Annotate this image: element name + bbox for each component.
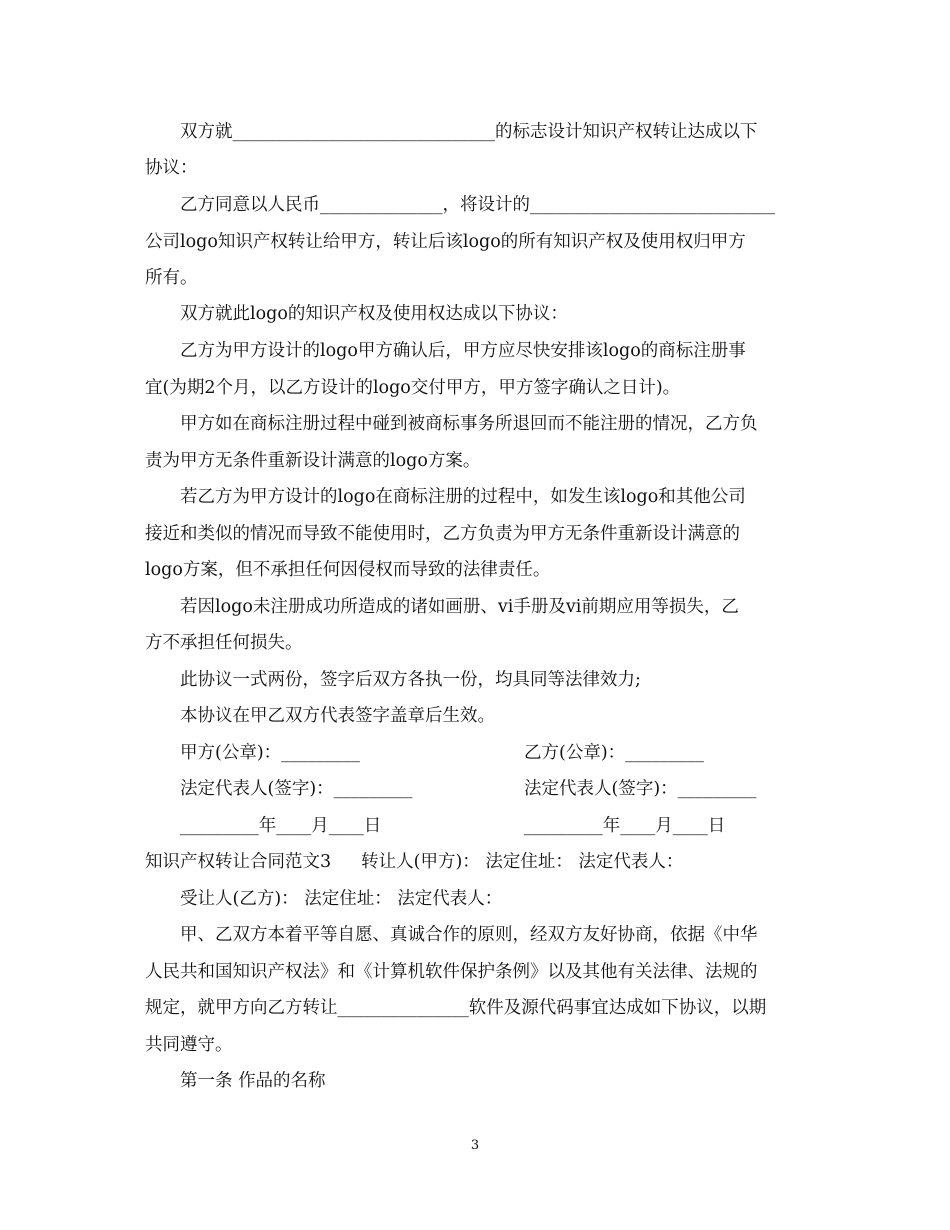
text-line: 公司logo知识产权转让给甲方，转让后该logo的所有知识产权及使用权归甲方: [145, 232, 746, 252]
text-line: 宜(为期2个月，以乙方设计的logo交付甲方，甲方签字确认之日计)。: [145, 378, 681, 398]
text-line: 甲、乙双方本着平等自愿、真诚合作的原则，经双方友好协商，依据《中华: [180, 925, 758, 945]
party-a-date: _________年____月____日: [180, 816, 382, 836]
text-line: 所有。: [145, 268, 198, 288]
party-a-representative: 法定代表人(签字)：_________: [180, 779, 413, 799]
text-line: logo方案，但不承担任何因侵权而导致的法律责任。: [145, 560, 551, 580]
page-number: 3: [470, 1138, 480, 1153]
text-line: 双方就______________________________的标志设计知识产权转让达成以下: [180, 122, 758, 142]
text-line: 甲方如在商标注册过程中碰到被商标事务所退回而不能注册的情况，乙方负: [180, 414, 758, 434]
text-line: 方不承担任何损失。: [145, 633, 303, 653]
party-a-seal: 甲方(公章)：_________: [180, 743, 360, 763]
text-line: 协议：: [145, 158, 198, 178]
text-line: 双方就此logo的知识产权及使用权达成以下协议：: [180, 304, 568, 324]
contract3-heading: 知识产权转让合同范文3: [145, 852, 332, 872]
text-line: 此协议一式两份，签字后双方各执一份，均具同等法律效力;: [180, 670, 641, 690]
text-line: 若乙方为甲方设计的logo在商标注册的过程中，如发生该logo和其他公司: [180, 487, 746, 507]
text-line: 人民共和国知识产权法》和《计算机软件保护条例》以及其他有关法律、法规的: [145, 962, 758, 982]
article-heading: 第一条 作品的名称: [180, 1071, 326, 1091]
text-line: 若因logo未注册成功所造成的诸如画册、vi手册及vi前期应用等损失，乙: [180, 597, 739, 617]
text-line: 本协议在甲乙双方代表签字盖章后生效。: [180, 706, 495, 726]
text-line: 共同遵守。: [145, 1035, 233, 1055]
text-line: 乙方为甲方设计的logo甲方确认后，甲方应尽快安排该logo的商标注册事: [180, 341, 746, 361]
party-b-date: _________年____月____日: [524, 816, 726, 836]
transferee-info: 受让人(乙方)： 法定住址： 法定代表人：: [180, 889, 503, 909]
party-b-representative: 法定代表人(签字)：_________: [524, 779, 757, 799]
text-line: 规定，就甲方向乙方转让_______________软件及源代码事宜达成如下协议，以期: [145, 998, 767, 1018]
text-line: 乙方同意以人民币______________，将设计的____________________________: [180, 195, 775, 215]
text-line: 接近和类似的情况而导致不能使用时，乙方负责为甲方无条件重新设计满意的: [145, 524, 740, 544]
party-b-seal: 乙方(公章)：_________: [524, 743, 704, 763]
transferor-info: 转让人(甲方)： 法定住址： 法定代表人：: [361, 852, 684, 872]
text-line: 责为甲方无条件重新设计满意的logo方案。: [145, 451, 481, 471]
contract3-heading-line: [145, 850, 683, 874]
